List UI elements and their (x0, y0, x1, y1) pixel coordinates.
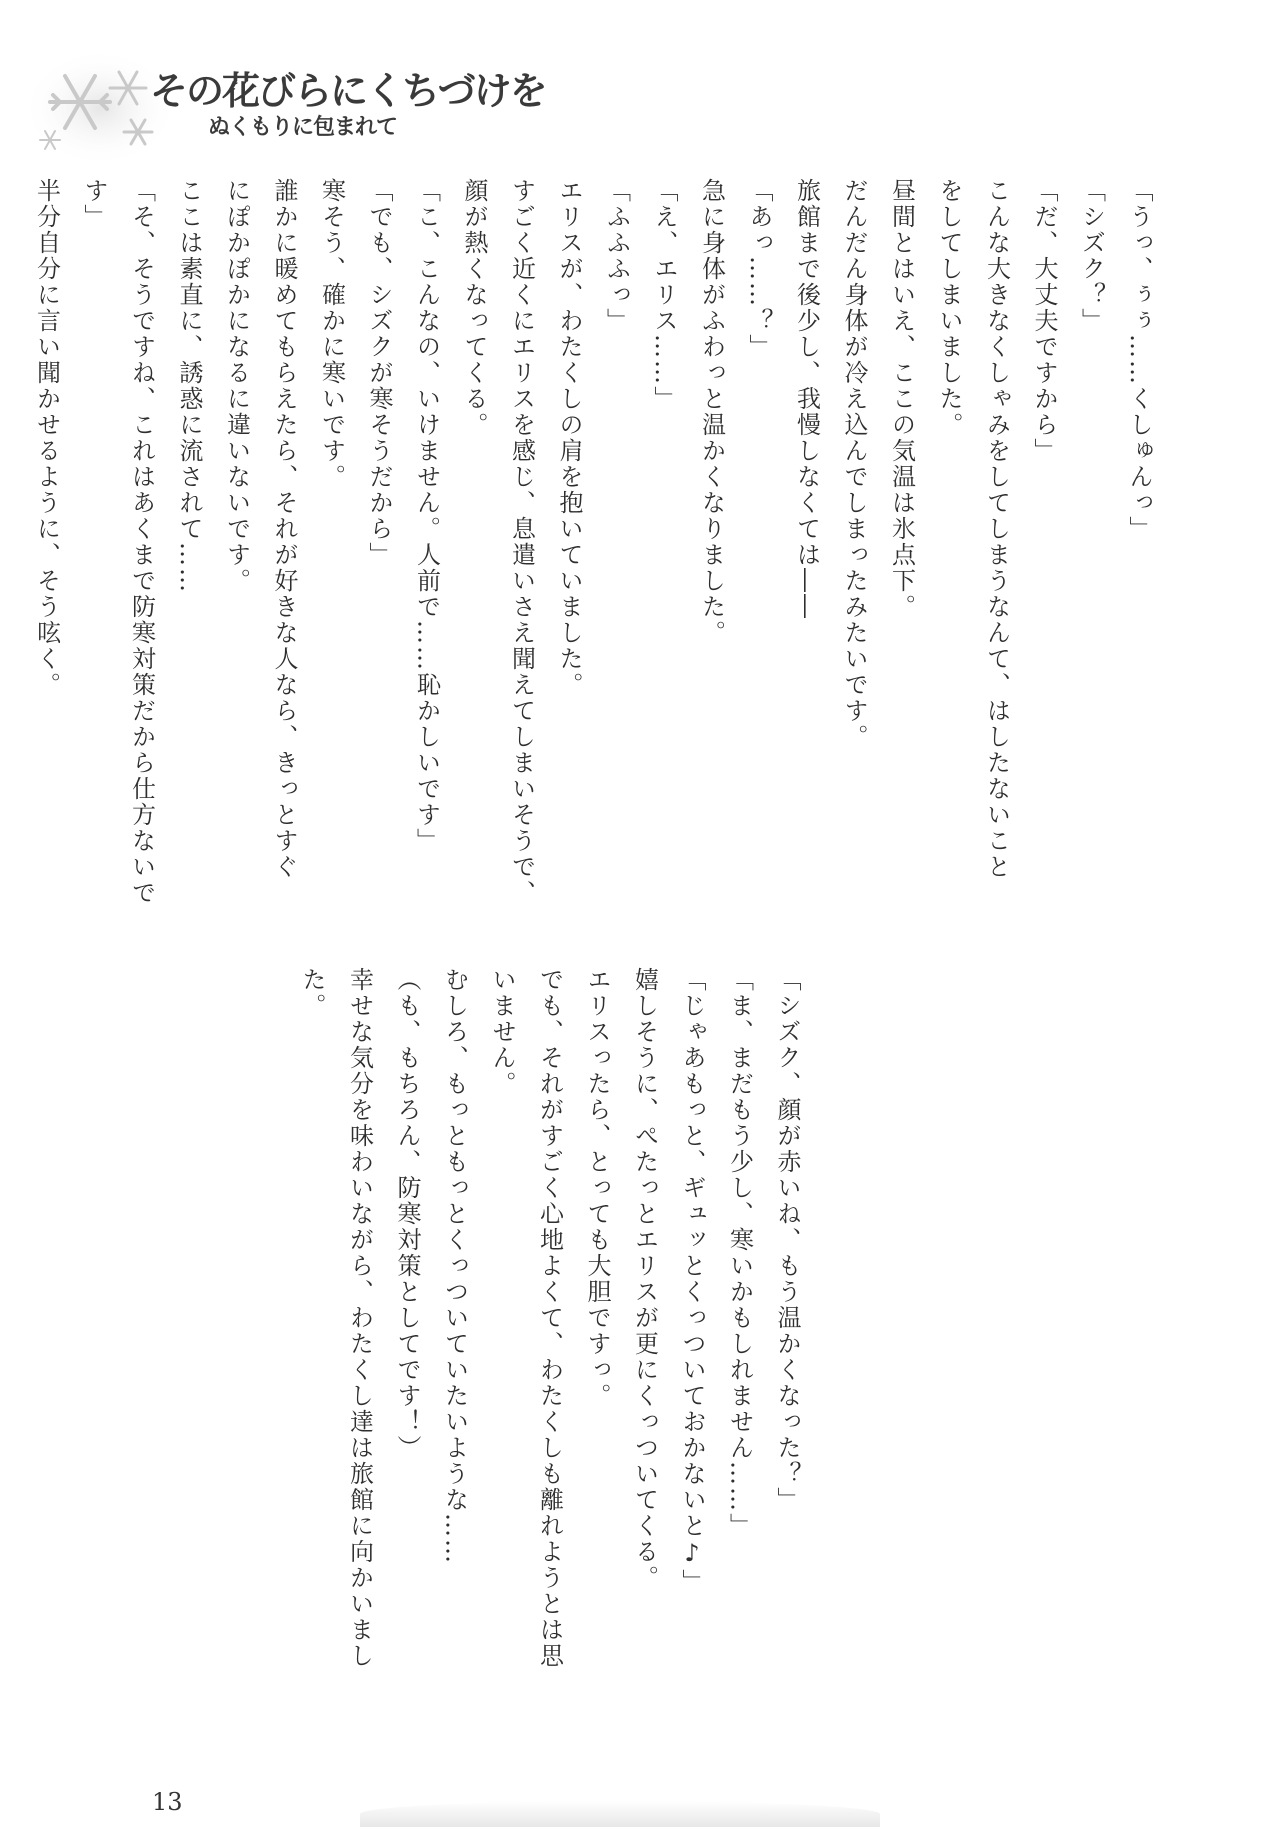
text-line: 「え、エリス……」 (650, 178, 678, 412)
text-line: 嬉しそうに、ぺたっとエリスが更にくっついてくる。 (630, 967, 659, 1591)
text-line: 半分自分に言い聞かせるように、そう呟く。 (32, 178, 61, 698)
text-line: 顔が熱くなってくる。 (460, 178, 488, 438)
book-header (20, 40, 546, 170)
text-line: 誰かに暖めてもらえたら、それが好きな人なら、きっとすぐ (270, 178, 298, 880)
text-line: 「じゃあもっと、ギュッとくっついておかないと♪」 (678, 967, 706, 1595)
text-line: 寒そう、確かに寒いです。 (317, 178, 346, 490)
text-line: （も、もちろん、防寒対策としてです！） (393, 967, 421, 1461)
text-line: 旅館まで後少し、我慢しなくては―― (792, 178, 821, 620)
text-line: をしてしまいました。 (935, 178, 963, 438)
page-number: 13 (152, 1788, 183, 1816)
lower-text-block (288, 967, 811, 1707)
text-line: 「ま、まだもう少し、寒いかもしれません……」 (725, 967, 754, 1539)
text-line: にぽかぽかになるに違いないです。 (222, 178, 251, 594)
text-line: だんだん身体が冷え込んでしまったみたいです。 (840, 178, 868, 750)
book-subtitle: ぬくもりに包まれて (208, 115, 398, 140)
text-line: 「こ、こんなの、いけません。人前で……恥かしいです」 (412, 178, 441, 854)
text-line: いません。 (488, 967, 516, 1097)
text-line: 昼間とはいえ、ここの気温は氷点下。 (887, 178, 916, 620)
text-line: た。 (298, 967, 326, 1019)
text-line: 幸せな気分を味わいながら、わたくし達は旅館に向かいまし (345, 967, 374, 1669)
text-line: でも、それがすごく心地よくて、わたくしも離れようとは思 (535, 967, 564, 1669)
text-line: す」 (80, 178, 108, 230)
book-title: その花びらにくちづけを (150, 69, 546, 113)
scan-smudge (360, 1801, 880, 1827)
text-line: 「そ、そうですね、これはあくまで防寒対策だから仕方ないで (127, 178, 156, 906)
text-line: 「うっ、ぅぅ……くしゅんっ」 (1125, 178, 1153, 542)
text-line: 「シズク、顔が赤いね、もう温かくなった？」 (773, 967, 801, 1513)
text-line: 「あっ……？」 (745, 178, 773, 360)
text-line: 「ふふふっ」 (602, 178, 631, 334)
text-line: ここは素直に、誘惑に流されて…… (175, 178, 203, 594)
text-line: 「シズク？」 (1077, 178, 1106, 334)
text-line: むしろ、もっともっとくっついていたいような…… (440, 967, 469, 1565)
text-line: エリスが、わたくしの肩を抱いていました。 (555, 178, 583, 698)
text-line: エリスったら、とっても大胆ですっ。 (583, 967, 611, 1409)
text-line: すごく近くにエリスを感じ、息遣いさえ聞えてしまいそうで、 (507, 178, 536, 906)
text-line: 急に身体がふわっと温かくなりました。 (697, 178, 726, 646)
upper-text-block (22, 178, 1162, 920)
text-line: 「だ、大丈夫ですから」 (1030, 178, 1058, 464)
text-line: こんな大きなくしゃみをしてしまうなんて、はしたないこと (982, 178, 1011, 880)
text-line: 「でも、シズクが寒そうだから」 (365, 178, 393, 568)
